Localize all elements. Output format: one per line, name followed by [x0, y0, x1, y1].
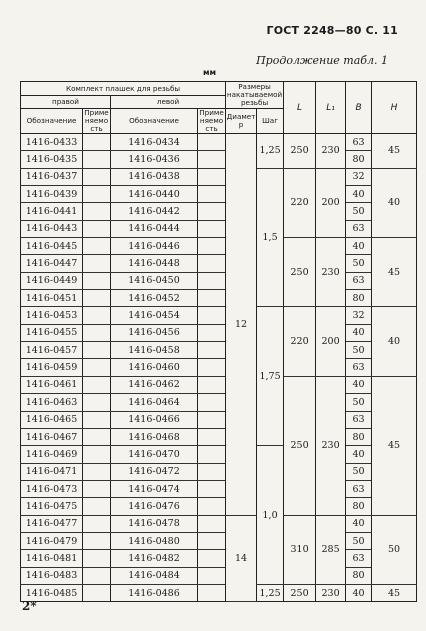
cell-l1: 285	[316, 515, 346, 584]
table-row	[21, 428, 417, 445]
cell-right-application	[83, 151, 111, 168]
cell-right-application	[83, 134, 111, 151]
cell-left-designation: 1416-0470	[111, 446, 198, 463]
cell-h: 45	[372, 238, 417, 307]
cell-l1: 230	[316, 238, 346, 307]
cell-right-application	[83, 532, 111, 549]
cell-left-application	[198, 359, 226, 376]
cell-right-application	[83, 324, 111, 341]
col-H-header: H	[372, 82, 417, 134]
cell-right-designation: 1416-0481	[21, 550, 83, 567]
cell-left-application	[198, 532, 226, 549]
cell-left-designation: 1416-0456	[111, 324, 198, 341]
cell-right-designation: 1416-0465	[21, 411, 83, 428]
table-row	[21, 567, 417, 584]
cell-left-application	[198, 376, 226, 393]
left-application-header: Применяемость	[199, 108, 224, 133]
cell-left-designation: 1416-0434	[111, 134, 198, 151]
cell-l: 310	[284, 515, 316, 584]
cell-right-application	[83, 376, 111, 393]
cell-left-application	[198, 134, 226, 151]
cell-right-designation: 1416-0443	[21, 220, 83, 237]
table-row	[21, 168, 417, 185]
cell-left-application	[198, 515, 226, 532]
cell-h: 40	[372, 168, 417, 237]
table-row	[21, 290, 417, 307]
cell-l1: 200	[316, 168, 346, 237]
cell-b: 63	[346, 134, 372, 151]
cell-l: 250	[284, 376, 316, 515]
table-row	[21, 411, 417, 428]
cell-left-designation: 1416-0462	[111, 376, 198, 393]
cell-left-application	[198, 324, 226, 341]
cell-right-application	[83, 550, 111, 567]
cell-left-application	[198, 168, 226, 185]
cell-right-designation: 1416-0439	[21, 186, 83, 203]
cell-left-application	[198, 186, 226, 203]
cell-left-designation: 1416-0482	[111, 550, 198, 567]
cell-right-application	[83, 480, 111, 497]
cell-left-designation: 1416-0454	[111, 307, 198, 324]
cell-right-application	[83, 394, 111, 411]
table-row	[21, 394, 417, 411]
cell-right-application	[83, 428, 111, 445]
cell-right-designation: 1416-0457	[21, 342, 83, 359]
cell-left-designation: 1416-0442	[111, 203, 198, 220]
cell-left-designation: 1416-0448	[111, 255, 198, 272]
cell-diameter: 14	[226, 515, 257, 602]
cell-right-designation: 1416-0479	[21, 532, 83, 549]
cell-pitch: 1,25	[257, 134, 284, 169]
cell-left-application	[198, 567, 226, 584]
cell-left-designation: 1416-0486	[111, 584, 198, 601]
cell-b: 40	[346, 515, 372, 532]
table-row	[21, 550, 417, 567]
cell-l1: 230	[316, 584, 346, 601]
cell-left-application	[198, 446, 226, 463]
table-row	[21, 446, 417, 463]
table-row	[21, 324, 417, 341]
table-row	[21, 532, 417, 549]
cell-right-application	[83, 515, 111, 532]
left-thread-header: левой	[111, 96, 226, 109]
cell-left-application	[198, 411, 226, 428]
pitch-header: Шаг	[257, 109, 284, 134]
cell-left-designation: 1416-0450	[111, 272, 198, 289]
col-L-header: L	[284, 82, 316, 134]
cell-right-application	[83, 238, 111, 255]
cell-left-designation: 1416-0468	[111, 428, 198, 445]
table-row	[21, 134, 417, 151]
cell-b: 63	[346, 220, 372, 237]
cell-right-application	[83, 186, 111, 203]
cell-right-application	[83, 359, 111, 376]
cell-b: 80	[346, 567, 372, 584]
cell-h: 45	[372, 376, 417, 515]
cell-l1: 200	[316, 307, 346, 376]
cell-right-designation: 1416-0475	[21, 498, 83, 515]
kit-header: Комплект плашек для резьбы	[21, 82, 226, 96]
table-row	[21, 584, 417, 601]
cell-right-designation: 1416-0447	[21, 255, 83, 272]
thread-header: Размеры накатываемой резьбы	[226, 82, 283, 107]
cell-b: 40	[346, 584, 372, 601]
cell-left-designation: 1416-0484	[111, 567, 198, 584]
cell-left-application	[198, 255, 226, 272]
table-row	[21, 220, 417, 237]
cell-l: 250	[284, 238, 316, 307]
cell-right-application	[83, 220, 111, 237]
cell-b: 40	[346, 186, 372, 203]
table-row	[21, 151, 417, 168]
right-application-header: Применяемость	[84, 108, 109, 133]
cell-right-designation: 1416-0453	[21, 307, 83, 324]
cell-right-designation: 1416-0483	[21, 567, 83, 584]
cell-left-application	[198, 203, 226, 220]
cell-left-designation: 1416-0480	[111, 532, 198, 549]
cell-pitch: 1,5	[257, 168, 284, 307]
cell-left-application	[198, 220, 226, 237]
table-row	[21, 498, 417, 515]
cell-b: 80	[346, 151, 372, 168]
cell-right-application	[83, 203, 111, 220]
cell-b: 80	[346, 428, 372, 445]
cell-b: 50	[346, 203, 372, 220]
cell-h: 45	[372, 134, 417, 169]
cell-left-application	[198, 463, 226, 480]
cell-right-application	[83, 255, 111, 272]
table-row	[21, 359, 417, 376]
cell-right-designation: 1416-0485	[21, 584, 83, 601]
cell-left-designation: 1416-0452	[111, 290, 198, 307]
cell-right-application	[83, 307, 111, 324]
table-row	[21, 238, 417, 255]
cell-left-designation: 1416-0466	[111, 411, 198, 428]
table-row	[21, 186, 417, 203]
cell-left-application	[198, 498, 226, 515]
cell-right-application	[83, 498, 111, 515]
cell-right-designation: 1416-0459	[21, 359, 83, 376]
cell-left-application	[198, 238, 226, 255]
cell-b: 50	[346, 255, 372, 272]
table-row	[21, 307, 417, 324]
table-row	[21, 480, 417, 497]
table-row	[21, 255, 417, 272]
cell-left-application	[198, 342, 226, 359]
cell-left-designation: 1416-0446	[111, 238, 198, 255]
cell-l: 220	[284, 168, 316, 237]
cell-right-designation: 1416-0467	[21, 428, 83, 445]
cell-left-designation: 1416-0478	[111, 515, 198, 532]
col-B-header: B	[346, 82, 372, 134]
table-row	[21, 515, 417, 532]
cell-right-application	[83, 290, 111, 307]
cell-right-designation: 1416-0435	[21, 151, 83, 168]
cell-pitch: 1,75	[257, 307, 284, 446]
cell-right-application	[83, 272, 111, 289]
cell-right-designation: 1416-0437	[21, 168, 83, 185]
cell-b: 63	[346, 272, 372, 289]
cell-right-designation: 1416-0433	[21, 134, 83, 151]
cell-right-designation: 1416-0461	[21, 376, 83, 393]
cell-right-designation: 1416-0455	[21, 324, 83, 341]
cell-b: 63	[346, 411, 372, 428]
cell-left-designation: 1416-0438	[111, 168, 198, 185]
cell-left-application	[198, 290, 226, 307]
cell-left-application	[198, 151, 226, 168]
cell-left-designation: 1416-0440	[111, 186, 198, 203]
cell-b: 50	[346, 342, 372, 359]
cell-b: 50	[346, 463, 372, 480]
cell-b: 32	[346, 168, 372, 185]
cell-right-designation: 1416-0463	[21, 394, 83, 411]
cell-right-application	[83, 567, 111, 584]
table-continuation-label: Продолжение табл. 1	[256, 54, 388, 67]
gost-header: ГОСТ 2248—80 С. 11	[266, 24, 398, 37]
die-kit-table	[20, 81, 417, 602]
cell-left-designation: 1416-0472	[111, 463, 198, 480]
cell-left-application	[198, 394, 226, 411]
cell-right-designation: 1416-0469	[21, 446, 83, 463]
cell-left-designation: 1416-0436	[111, 151, 198, 168]
cell-right-application	[83, 168, 111, 185]
cell-left-designation: 1416-0476	[111, 498, 198, 515]
col-L1-header: L₁	[316, 82, 346, 134]
cell-left-designation: 1416-0474	[111, 480, 198, 497]
cell-right-application	[83, 446, 111, 463]
table-row	[21, 376, 417, 393]
cell-right-designation: 1416-0441	[21, 203, 83, 220]
cell-b: 32	[346, 307, 372, 324]
cell-b: 80	[346, 290, 372, 307]
table-row	[21, 272, 417, 289]
cell-left-designation: 1416-0444	[111, 220, 198, 237]
cell-diameter: 12	[226, 134, 257, 516]
units-label: мм	[203, 68, 217, 77]
table-row	[21, 203, 417, 220]
cell-right-designation: 1416-0473	[21, 480, 83, 497]
cell-b: 50	[346, 394, 372, 411]
cell-right-designation: 1416-0471	[21, 463, 83, 480]
cell-b: 63	[346, 359, 372, 376]
cell-left-application	[198, 480, 226, 497]
cell-b: 80	[346, 498, 372, 515]
cell-left-designation: 1416-0464	[111, 394, 198, 411]
cell-right-application	[83, 342, 111, 359]
cell-right-application	[83, 463, 111, 480]
cell-h: 45	[372, 584, 417, 601]
cell-right-application	[83, 411, 111, 428]
diameter-header: Диаметр	[226, 109, 257, 134]
table-row	[21, 463, 417, 480]
cell-l1: 230	[316, 376, 346, 515]
cell-l: 250	[284, 584, 316, 601]
right-thread-header: правой	[21, 96, 111, 109]
cell-left-application	[198, 428, 226, 445]
cell-pitch: 1,25	[257, 584, 284, 601]
cell-right-designation: 1416-0445	[21, 238, 83, 255]
cell-b: 50	[346, 532, 372, 549]
cell-b: 63	[346, 480, 372, 497]
left-designation-header: Обозначение	[111, 109, 198, 134]
cell-h: 50	[372, 515, 417, 584]
cell-l: 220	[284, 307, 316, 376]
cell-l: 250	[284, 134, 316, 169]
cell-b: 40	[346, 324, 372, 341]
cell-left-application	[198, 584, 226, 601]
cell-right-application	[83, 584, 111, 601]
cell-left-application	[198, 550, 226, 567]
page-number: 2*	[22, 599, 37, 613]
cell-right-designation: 1416-0449	[21, 272, 83, 289]
cell-left-designation: 1416-0458	[111, 342, 198, 359]
right-designation-header: Обозначение	[21, 109, 83, 134]
cell-b: 40	[346, 446, 372, 463]
cell-left-application	[198, 307, 226, 324]
cell-pitch: 1,0	[257, 446, 284, 585]
cell-left-designation: 1416-0460	[111, 359, 198, 376]
table-row	[21, 342, 417, 359]
cell-b: 40	[346, 376, 372, 393]
cell-b: 63	[346, 550, 372, 567]
cell-h: 40	[372, 307, 417, 376]
cell-b: 40	[346, 238, 372, 255]
cell-l1: 230	[316, 134, 346, 169]
cell-left-application	[198, 272, 226, 289]
cell-right-designation: 1416-0451	[21, 290, 83, 307]
cell-right-designation: 1416-0477	[21, 515, 83, 532]
